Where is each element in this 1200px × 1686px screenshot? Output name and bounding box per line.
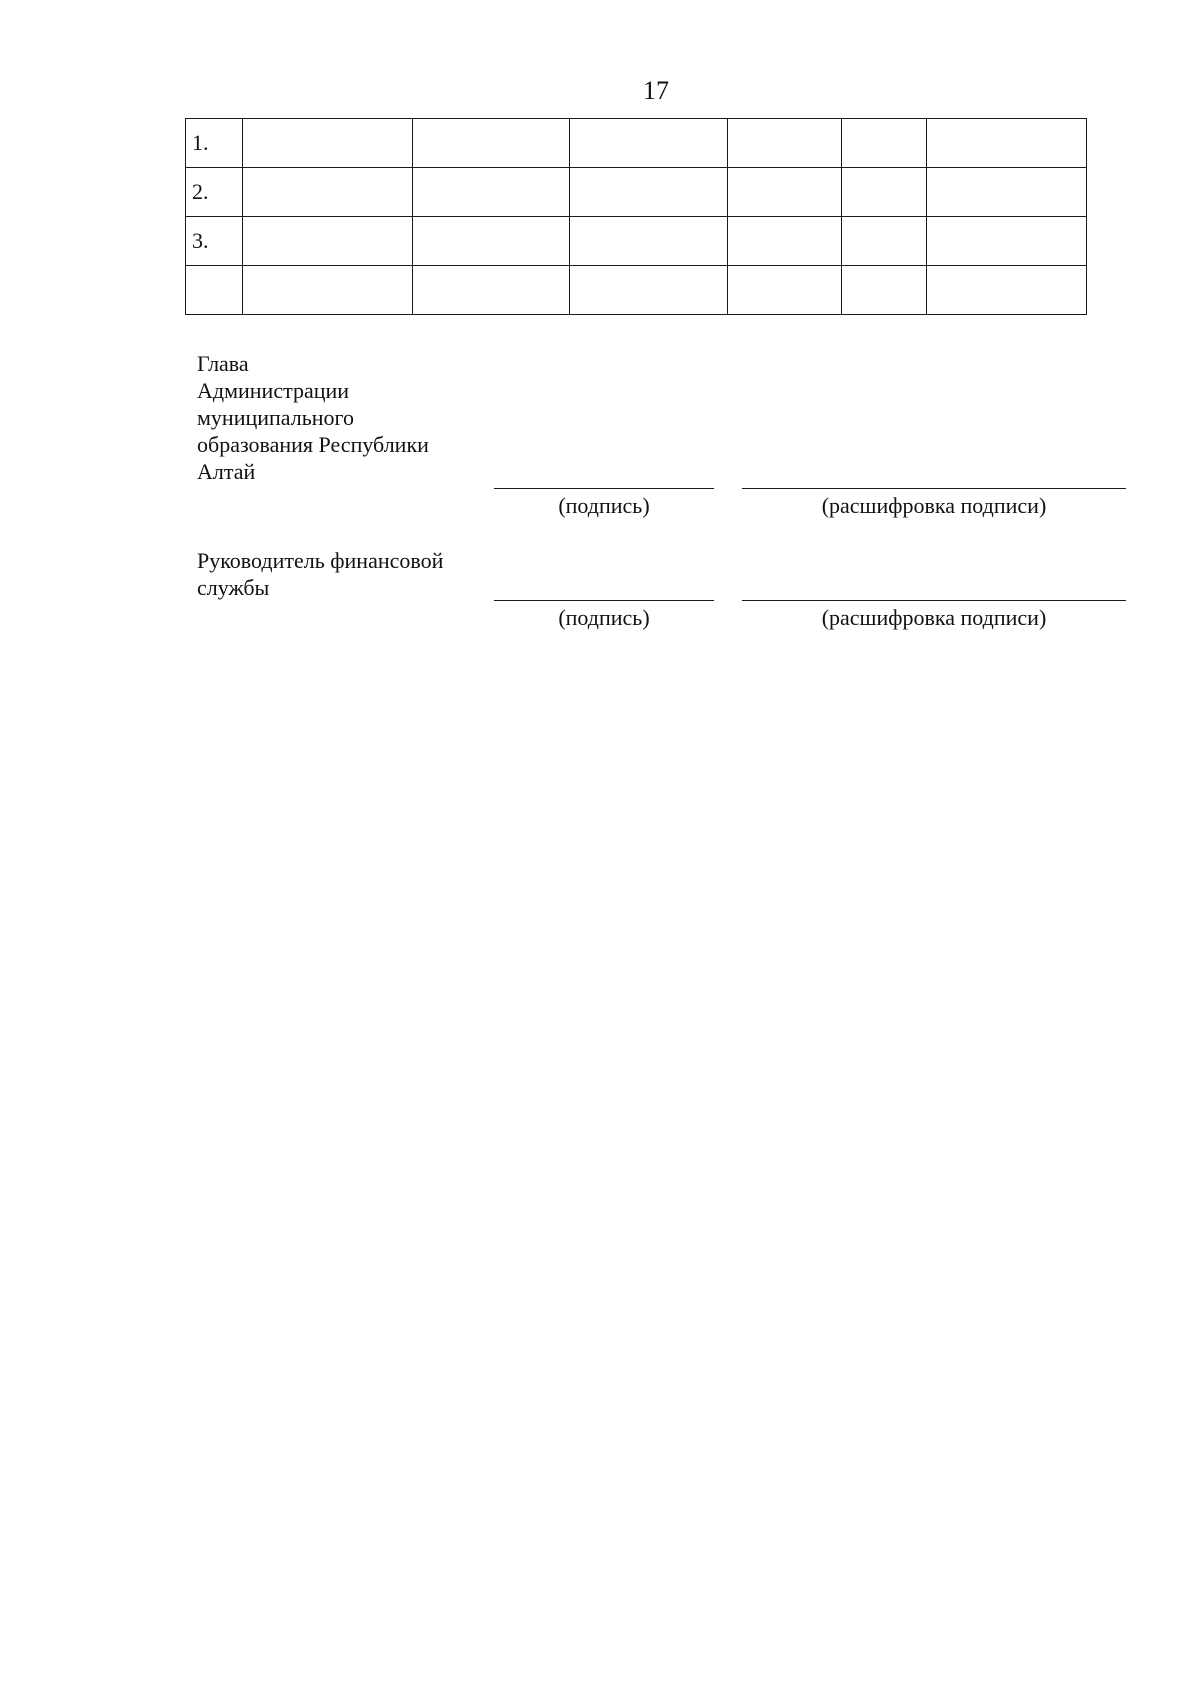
table-cell bbox=[842, 168, 927, 217]
signature-decoding-line bbox=[742, 488, 1126, 489]
table-cell bbox=[243, 168, 413, 217]
table-cell bbox=[728, 168, 842, 217]
page-number: 17 bbox=[643, 76, 669, 105]
signature-caption: (подпись) bbox=[558, 493, 650, 518]
table-cell bbox=[927, 119, 1087, 168]
signature-decoding-line bbox=[742, 600, 1126, 601]
decoding-caption: (расшифровка подписи) bbox=[821, 493, 1047, 518]
table-cell: 1. bbox=[186, 119, 243, 168]
table-cell bbox=[927, 168, 1087, 217]
table-cell bbox=[842, 217, 927, 266]
table-row bbox=[186, 266, 1087, 315]
signature-caption: (подпись) bbox=[558, 605, 650, 630]
signatory-role-finance: Руководитель финансовой службы bbox=[197, 548, 444, 600]
table-row bbox=[186, 119, 1087, 168]
table-cell bbox=[186, 266, 243, 315]
data-table bbox=[185, 118, 1087, 315]
table-row bbox=[186, 168, 1087, 217]
table-cell bbox=[570, 119, 728, 168]
signature-line bbox=[494, 600, 714, 601]
table-cell bbox=[413, 168, 570, 217]
table-cell bbox=[728, 266, 842, 315]
table-cell bbox=[842, 266, 927, 315]
signature-line bbox=[494, 488, 714, 489]
table-cell: 2. bbox=[186, 168, 243, 217]
table-cell bbox=[570, 266, 728, 315]
table-cell bbox=[243, 119, 413, 168]
table-cell bbox=[570, 217, 728, 266]
table-cell bbox=[413, 119, 570, 168]
table-cell bbox=[842, 119, 927, 168]
table-cell bbox=[728, 217, 842, 266]
table-cell bbox=[927, 217, 1087, 266]
decoding-caption: (расшифровка подписи) bbox=[821, 605, 1047, 630]
table-cell bbox=[927, 266, 1087, 315]
table-cell bbox=[570, 168, 728, 217]
table-row bbox=[186, 217, 1087, 266]
table-cell bbox=[413, 217, 570, 266]
table-cell: 3. bbox=[186, 217, 243, 266]
signatory-role-head: Глава Администрации муниципального образования Республики Алтай bbox=[197, 351, 429, 484]
table-cell bbox=[243, 217, 413, 266]
table-cell bbox=[728, 119, 842, 168]
table-cell bbox=[413, 266, 570, 315]
table-cell bbox=[243, 266, 413, 315]
